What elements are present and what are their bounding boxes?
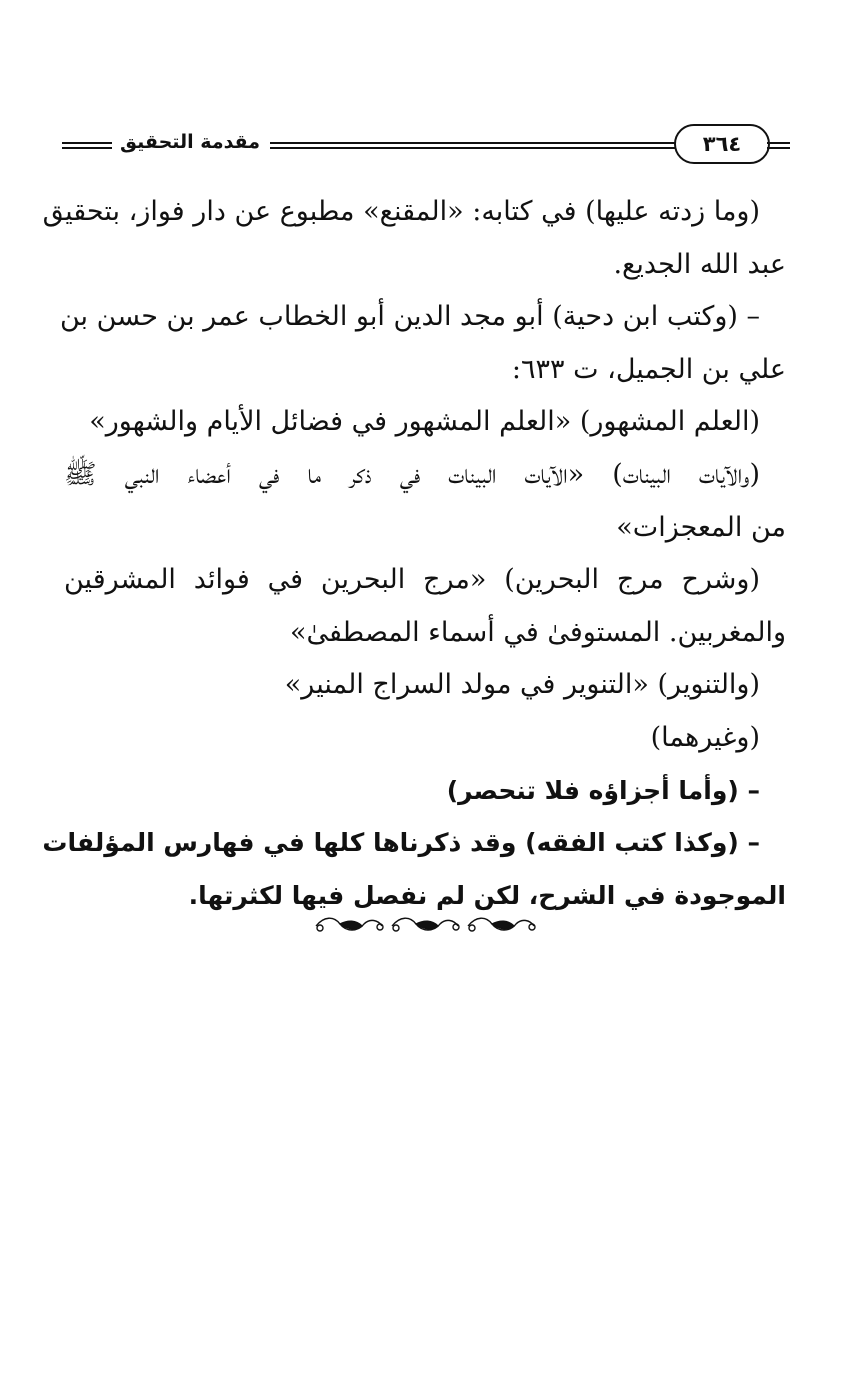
text-line: من المعجزات» xyxy=(616,511,786,543)
header-rule-right xyxy=(767,142,790,149)
text-line: عبد الله الجديع. xyxy=(613,248,786,280)
text-line: – (وكتب ابن دحية) أبو مجد الدين أبو الخطاب عمر بن حسن بن xyxy=(59,301,760,333)
page-header xyxy=(62,118,790,170)
running-title: مقدمة التحقيق xyxy=(120,131,260,153)
text-line: (وغيرهما) xyxy=(650,721,760,753)
section-end-ornament-icon xyxy=(312,912,540,940)
header-rule-left xyxy=(62,142,112,149)
page-number: ٣٦٤ xyxy=(702,132,742,156)
page-body xyxy=(42,186,786,922)
page-number-frame xyxy=(674,124,770,164)
text-line: – (وكذا كتب الفقه) وقد ذكرناها كلها في فهارس المؤلفات xyxy=(42,828,760,858)
text-line: (والتنوير) «التنوير في مولد السراج المنير» xyxy=(284,669,760,701)
text-line: الموجودة في الشرح، لكن لم نفصل فيها لكثرتها. xyxy=(188,880,786,910)
text-line: (والآيات البينات) «الآيات البينات في ذكر ما في أعضاء النبي ﷺ xyxy=(64,458,760,490)
text-line: – (وأما أجزاؤه فلا تنحصر) xyxy=(446,775,760,805)
text-line: علي بن الجميل، ت ٦٣٣: xyxy=(511,353,786,385)
text-line: (وشرح مرج البحرين) «مرج البحرين في فوائد المشرقين xyxy=(64,564,760,596)
text-line: (وما زدته عليها) في كتابه: «المقنع» مطبوع عن دار فواز، بتحقيق xyxy=(42,196,760,227)
text-line: (العلم المشهور) «العلم المشهور في فضائل الأيام والشهور» xyxy=(89,406,760,438)
text-line: والمغربين. المستوفىٰ في أسماء المصطفىٰ» xyxy=(289,616,786,648)
